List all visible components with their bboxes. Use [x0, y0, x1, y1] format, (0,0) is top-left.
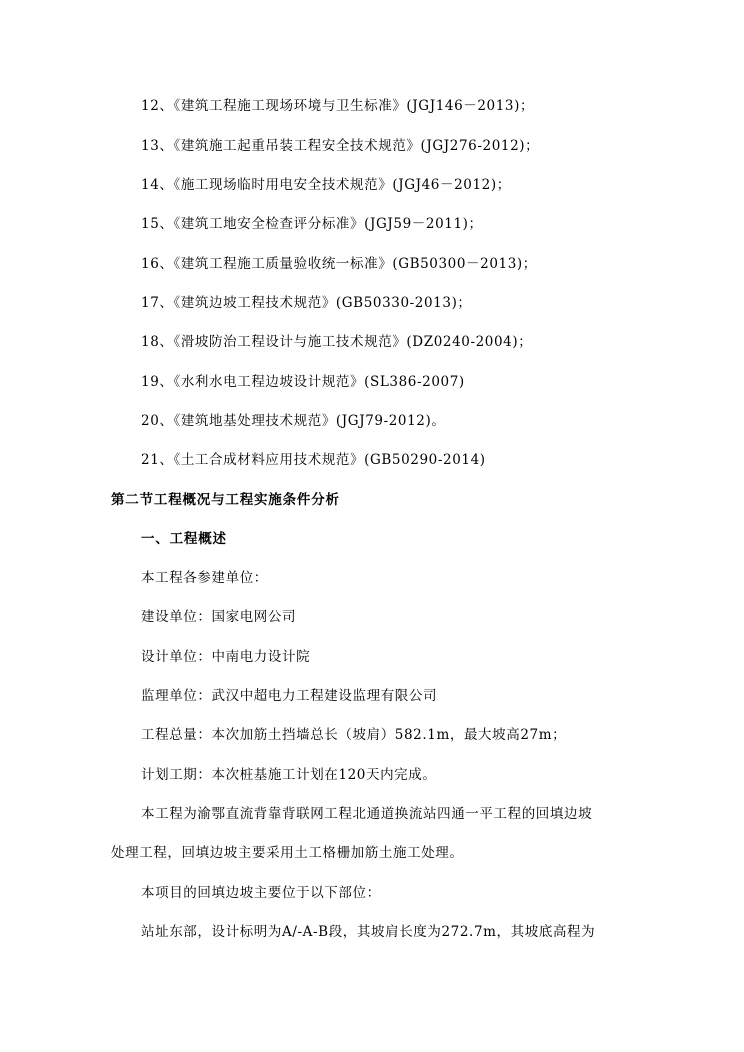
- paragraph-schedule: 计划工期：本次桩基施工计划在120天内完成。: [141, 767, 437, 783]
- reference-item-21: 21、《土工合成材料应用技术规范》(GB50290-2014): [141, 452, 486, 468]
- paragraph-designer: 设计单位：中南电力设计院: [141, 649, 311, 665]
- subsection-title: 一、工程概述: [141, 531, 227, 547]
- paragraph-locations: 本项目的回填边坡主要位于以下部位：: [141, 885, 381, 901]
- reference-item-14: 14、《施工现场临时用电安全技术规范》(JGJ46－2012)；: [141, 177, 511, 193]
- reference-item-18: 18、《滑坡防治工程设计与施工技术规范》(DZ0240-2004)；: [141, 334, 533, 350]
- reference-item-13: 13、《建筑施工起重吊装工程安全技术规范》(JGJ276-2012)；: [141, 138, 540, 154]
- reference-item-15: 15、《建筑工地安全检查评分标准》(JGJ59－2011)；: [141, 216, 483, 232]
- reference-item-12: 12、《建筑工程施工现场环境与卫生标准》(JGJ146－2013)；: [141, 98, 535, 114]
- paragraph-overview-line1: 本工程为渝鄂直流背靠背联网工程北通道换流站四通一平工程的回填边坡: [141, 806, 593, 822]
- paragraph-supervisor: 监理单位：武汉中超电力工程建设监理有限公司: [141, 688, 438, 704]
- paragraph-owner: 建设单位：国家电网公司: [141, 609, 297, 625]
- reference-item-17: 17、《建筑边坡工程技术规范》(GB50330-2013)；: [141, 295, 472, 311]
- reference-item-19: 19、《水利水电工程边坡设计规范》(SL386-2007): [141, 374, 465, 390]
- paragraph-quantity: 工程总量：本次加筋土挡墙总长（坡肩）582.1m，最大坡高27m；: [141, 727, 567, 743]
- paragraph-overview-line2: 处理工程，回填边坡主要采用土工格栅加筋土施工处理。: [111, 845, 464, 861]
- reference-item-16: 16、《建筑工程施工质量验收统一标准》(GB50300－2013)；: [141, 256, 537, 272]
- paragraph-participants: 本工程各参建单位：: [141, 570, 268, 586]
- reference-item-20: 20、《建筑地基处理技术规范》(JGJ79-2012)。: [141, 413, 446, 429]
- paragraph-east-site: 站址东部，设计标明为A/-A-B段，其坡肩长度为272.7m，其坡底高程为: [141, 924, 596, 940]
- section-title: 第二节工程概况与工程实施条件分析: [111, 492, 340, 508]
